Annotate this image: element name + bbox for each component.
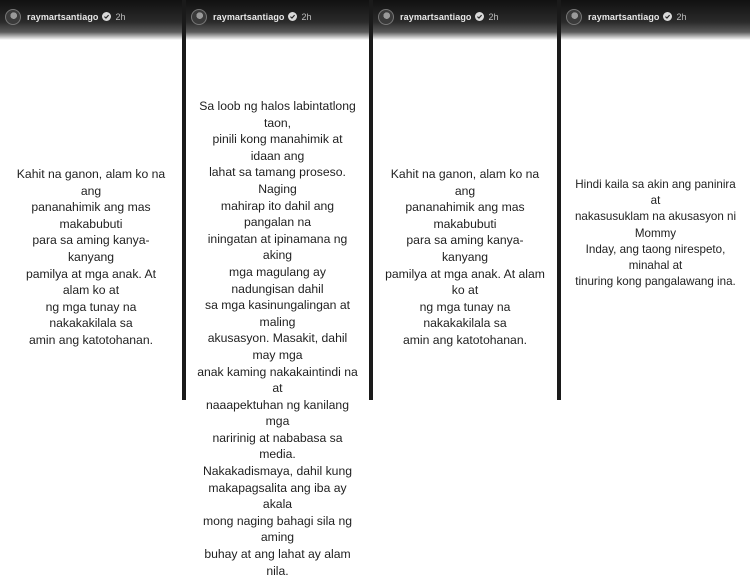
story-panel-3: [373, 0, 561, 400]
avatar[interactable]: [378, 9, 394, 25]
post-time: 2h: [301, 12, 312, 22]
post-time: 2h: [488, 12, 499, 22]
story-header: [186, 0, 369, 40]
avatar[interactable]: [5, 9, 21, 25]
story-header: [561, 0, 750, 40]
story-panel-4: [561, 0, 750, 400]
username[interactable]: raymartsantiago: [27, 12, 99, 22]
avatar[interactable]: [566, 9, 582, 25]
username[interactable]: raymartsantiago: [588, 12, 660, 22]
post-time: 2h: [676, 12, 687, 22]
story-text: Kahit na ganon, alam ko na ang pananahimik ang mas makabubuti para sa aming kanya-kanyang pamilya at mga anak. At alam ko at ng mga tunay na nakakakilala sa amin ang katotohanan.: [16, 167, 166, 347]
verified-badge-icon: [288, 12, 297, 21]
verified-badge-icon: [102, 12, 111, 21]
story-header: [0, 0, 182, 40]
avatar[interactable]: [191, 9, 207, 25]
story-text: Sa loob ng halos labintatlong taon, pinili kong manahimik at idaan ang lahat sa tamang proseso. Naging mahirap ito dahil ang pangalan na iningatan at ipinamana ng aking mga magulang ay nadungisan dahil sa mga kasinungalingan at maling akusasyon. Masakit, dahil may mga anak kaming nakakaintindi na at naaapektuhan ng kanilang mga naririnig at nababasa sa media. Nakakadismaya, dahil kung makapagsalita ang iba ay akala mong naging bahagi sila ng aming buhay at ang lahat ay alam nila.: [197, 99, 358, 578]
username[interactable]: raymartsantiago: [213, 12, 285, 22]
story-header: [373, 0, 557, 40]
story-panel-1: [0, 0, 186, 400]
verified-badge-icon: [475, 12, 484, 21]
username[interactable]: raymartsantiago: [400, 12, 472, 22]
story-text: Hindi kaila sa akin ang paninira at nakasusuklam na akusasyon ni Mommy Inday, ang taong nirespeto, minahal at tinuring kong pangalawang ina.: [574, 178, 737, 289]
verified-badge-icon: [663, 12, 672, 21]
story-text: Kahit na ganon, alam ko na ang pananahimik ang mas makabubuti para sa aming kanya-kanyang pamilya at mga anak. At alam ko at ng mga tunay na nakakakilala sa amin ang katotohanan.: [385, 167, 545, 347]
story-panel-2: [186, 0, 373, 578]
post-time: 2h: [115, 12, 126, 22]
